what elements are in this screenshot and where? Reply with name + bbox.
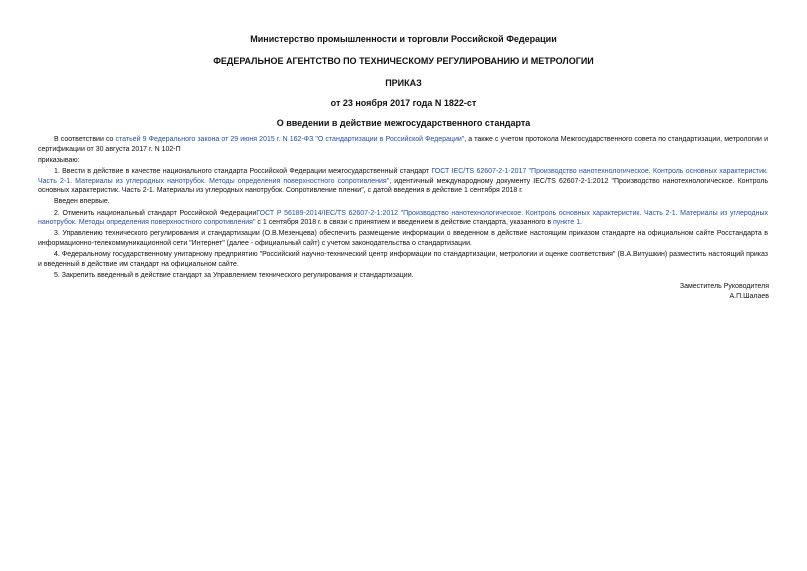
item-1-paragraph <box>38 167 768 196</box>
preamble-text-2: , а также с учетом протокола Межгосударственного совета по стандартизации, метрологии и сертификации от 30 августа 2017 г. N 102-П <box>38 136 768 153</box>
federal-law-link[interactable]: статьей 9 Федерального закона от 29 июня 2015 г. N 162-ФЗ "О стандартизации в Российской Федерации" <box>115 136 465 143</box>
item-3-paragraph: 3. Управлению технического регулирования и стандартизации (О.В.Мезенцева) обеспечить размещение информации о введенном в действие настоящим приказом стандарте на официальном сайте Росстандарта в информационно-телекоммуникационной сети "Интернет" (далее - официальный сайт) с учетом законодательства о стандартизации. <box>38 230 768 247</box>
document-body <box>38 135 768 282</box>
signatory-name: А.П.Шалаев <box>729 293 769 300</box>
item-1-text-1: 1. Ввести в действие в качестве национального стандарта Российской Федерации межгосударственный стандарт <box>54 167 432 175</box>
item-2-paragraph <box>38 209 768 228</box>
signatory-position: Заместитель Руководителя <box>679 283 769 290</box>
preamble-text-1: В соответствии со <box>54 136 116 143</box>
preamble-paragraph <box>38 135 768 154</box>
item-5-paragraph: 5. Закрепить введенный в действие стандарт за Управлением технического регулирования и стандартизации. <box>54 271 414 279</box>
signature-block <box>680 282 769 302</box>
item-1-reference-link[interactable]: пункте 1 <box>553 219 581 227</box>
gost-iec-ts-link[interactable]: ГОСТ IEC/TS 62607-2-1-2017 "Производство нанотехнологическое. Контроль основных характеристик. Часть 2-1. Материалы из углеродных нанотрубок. Методы определения поверхностного сопротивления" <box>38 167 768 185</box>
item-1-text-2: , идентичный международному документу IEC/TS 62607-2-1:2012 "Производство нанотехнологическое. Контроль основных характеристик. Часть 2-1. Материалы из углеродных нанотрубок. Сопротивление пленки", с датой введения в действие 1 сентября 2018 г. <box>38 177 768 195</box>
doc-type-heading: ПРИКАЗ <box>385 78 422 88</box>
ministry-heading: Министерство промышленности и торговли Российской Федерации <box>250 34 557 44</box>
item-2-text-3: . <box>580 219 583 227</box>
document-title: О введении в действие межгосударственного стандарта <box>276 118 531 128</box>
introduced-first-note: Введен впервые. <box>54 198 110 206</box>
item-2-text-1: 2. Отменить национальный стандарт Российской Федерации <box>54 209 257 217</box>
order-word: приказываю: <box>38 156 80 164</box>
item-2-text-2: с 1 сентября 2018 г. в связи с принятием и введением в действие стандарта, указанного в <box>255 219 553 227</box>
date-number-heading: от 23 ноября 2017 года N 1822-ст <box>330 98 477 108</box>
gost-r-link[interactable]: ГОСТ Р 56189-2014/IEC/TS 62607-2-1:2012 "Производство нанотехнологическое. Контроль основных характеристик. Часть 2-1. Материалы из углеродных нанотрубок. Методы определения поверхностного сопротивления" <box>38 209 769 227</box>
item-4-paragraph: 4. Федеральному государственному унитарному предприятию "Российский научно-технический центр информации по стандартизации, метрологии и оценке соответствия" (В.А.Витушкин) разместить настоящий приказ и введенный в действие им стандарт на официальном сайте. <box>38 251 768 268</box>
agency-heading: ФЕДЕРАЛЬНОЕ АГЕНТСТВО ПО ТЕХНИЧЕСКОМУ РЕГУЛИРОВАНИЮ И МЕТРОЛОГИИ <box>213 56 594 66</box>
